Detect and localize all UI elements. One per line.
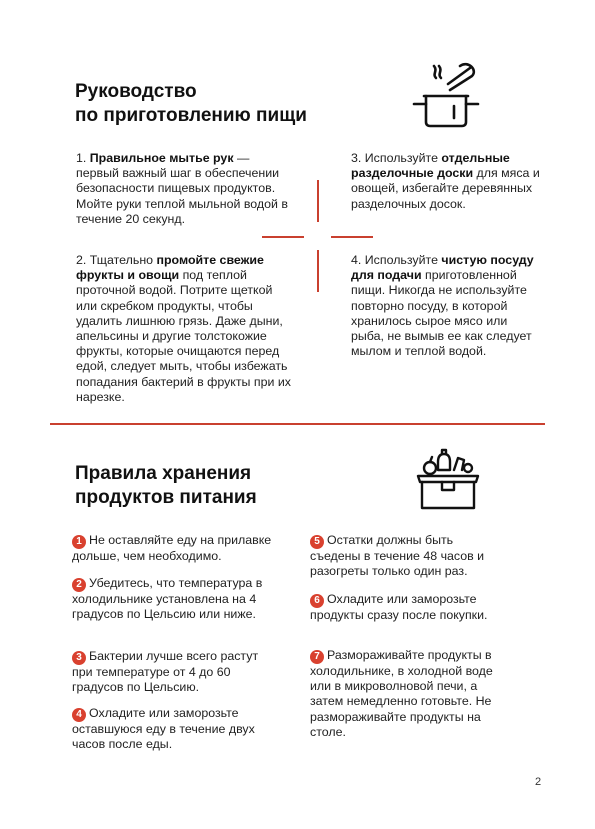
cooking-item-1-prefix: 1. bbox=[76, 151, 90, 165]
divider-horizontal-right bbox=[331, 236, 373, 238]
cooking-title bbox=[75, 80, 307, 128]
cooking-title-line2: по приготовлению пищи bbox=[75, 105, 307, 126]
divider-vertical-top bbox=[317, 180, 319, 222]
storage-item-1 bbox=[72, 533, 287, 564]
storage-item-5 bbox=[310, 533, 502, 579]
cooking-item-4 bbox=[351, 253, 541, 359]
divider-horizontal-left bbox=[262, 236, 304, 238]
storage-item-4-number-badge: 4 bbox=[72, 708, 86, 722]
storage-item-3 bbox=[72, 649, 277, 695]
storage-item-2 bbox=[72, 576, 277, 622]
storage-item-3-number-badge: 3 bbox=[72, 651, 86, 665]
storage-item-2-text: Убедитесь, что температура в холодильнике установлена на 4 градусов по Цельсию или ниже. bbox=[72, 576, 263, 622]
cooking-item-3-prefix: 3. Используйте bbox=[351, 151, 442, 165]
storage-item-5-number-badge: 5 bbox=[310, 535, 324, 549]
storage-item-7-text: Размораживайте продукты в холодильнике, в холодной воде или в микроволновой печи, а затем немедленно готовьте. Не размораживайте продукты на столе. bbox=[310, 648, 493, 739]
cooking-item-4-bold: чистую посуду для подачи bbox=[351, 253, 534, 283]
cooking-title-line1: Руководство bbox=[75, 81, 197, 102]
cooking-item-3 bbox=[351, 151, 543, 212]
cooking-pot-icon bbox=[408, 60, 484, 130]
cooking-item-4-text: приготовленной пищи. Никогда не используйте повторно посуду, в которой хранилось сырое мясо или рыба, не вымыв ее как следует мылом и теплой водой. bbox=[351, 268, 532, 359]
storage-item-1-number-badge: 1 bbox=[72, 535, 86, 549]
section-divider bbox=[50, 423, 545, 425]
cooking-item-2-prefix: 2. Тщательно bbox=[76, 253, 157, 267]
cooking-item-2-bold: промойте свежие фрукты и овощи bbox=[76, 253, 264, 283]
storage-item-4-text: Охладите или заморозьте оставшуюся еду в течение двух часов после еды. bbox=[72, 706, 255, 752]
cooking-item-3-bold: отдельные разделочные доски bbox=[351, 151, 510, 181]
storage-item-2-number-badge: 2 bbox=[72, 578, 86, 592]
storage-item-6-text: Охладите или заморозьте продукты сразу после покупки. bbox=[310, 592, 488, 622]
cooking-item-1-text: — первый важный шаг в обеспечении безопасности пищевых продуктов. Мойте руки теплой мыльной водой в течение 20 секунд. bbox=[76, 151, 288, 226]
storage-item-5-text: Остатки должны быть съедены в течение 48 часов и разогреты только один раз. bbox=[310, 533, 485, 579]
storage-title-line2: продуктов питания bbox=[75, 487, 257, 508]
storage-title-line1: Правила хранения bbox=[75, 463, 252, 484]
storage-item-1-text: Не оставляйте еду на прилавке дольше, чем необходимо. bbox=[72, 533, 272, 563]
cooking-item-4-prefix: 4. Используйте bbox=[351, 253, 442, 267]
cooking-item-3-text: для мяса и овощей, избегайте деревянных разделочных досок. bbox=[351, 166, 540, 211]
storage-item-7 bbox=[310, 648, 510, 740]
cooking-item-1 bbox=[76, 151, 291, 227]
grocery-box-icon bbox=[412, 446, 484, 514]
cooking-item-2 bbox=[76, 253, 292, 405]
storage-item-3-text: Бактерии лучше всего растут при температуре от 4 до 60 градусов по Цельсию. bbox=[72, 649, 259, 695]
divider-vertical-bottom bbox=[317, 250, 319, 292]
cooking-item-1-bold: Правильное мытье рук bbox=[89, 151, 234, 165]
storage-title bbox=[75, 462, 257, 510]
cooking-item-2-text: под теплой проточной водой. Потрите щеткой или скребком продукты, чтобы удалить лишнюю грязь. Даже дыни, апельсины и другие толстокожие фрукты, которые очищаются перед едой, следует мыть, чтобы избежать попадания бактерий в фрукты при их нарезке. bbox=[76, 268, 291, 404]
storage-item-4 bbox=[72, 706, 277, 752]
storage-item-6-number-badge: 6 bbox=[310, 594, 324, 608]
storage-item-6 bbox=[310, 592, 495, 623]
page-number: 2 bbox=[535, 776, 542, 788]
storage-item-7-number-badge: 7 bbox=[310, 650, 324, 664]
